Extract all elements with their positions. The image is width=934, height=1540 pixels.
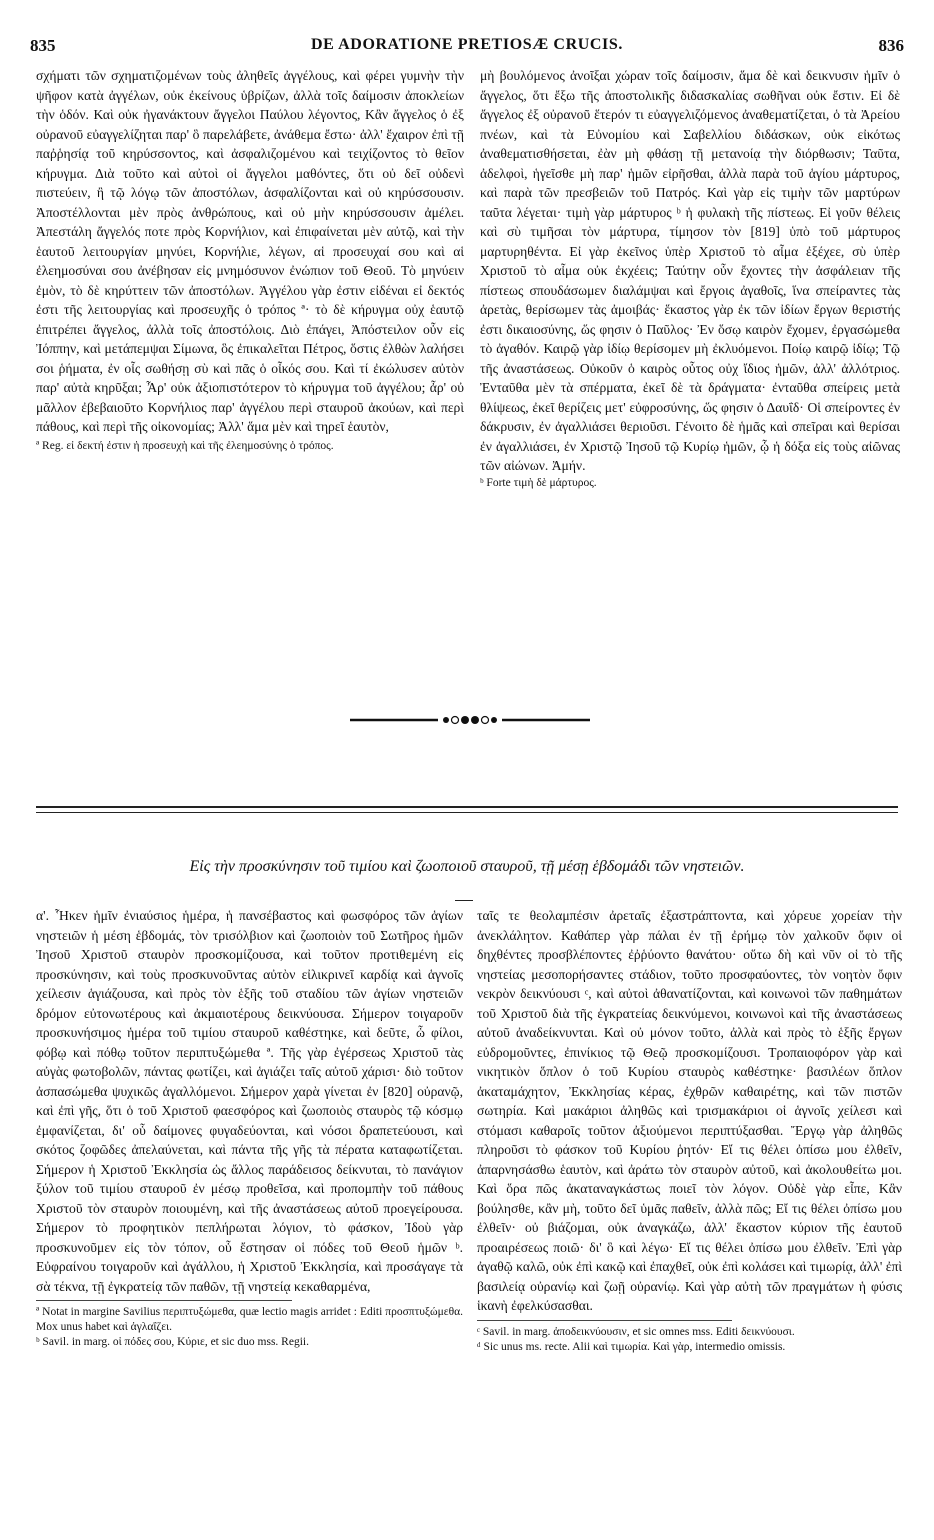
footnote-b-lower: ᵇ Savil. in marg. οἱ πόδες σου, Κύριε, et sic duo mss. Regii.: [36, 1336, 309, 1348]
homily-title: Εἰς τὴν προσκύνησιν τοῦ τιμίου καὶ ζωοποιοῦ σταυροῦ, τῇ μέσῃ ἑβδομάδι τῶν νηστειῶν.: [189, 858, 745, 875]
title-dash: [455, 900, 473, 901]
section-double-rule: [36, 806, 898, 813]
footnote-rule: [477, 1320, 732, 1321]
ornament-divider: [350, 713, 590, 727]
footnote-rule: [36, 1300, 292, 1301]
page-number-left: 835: [30, 36, 56, 55]
footnote-c-lower: ᶜ Savil. in marg. ἀποδεικνύουσιν, et sic omnes mss. Editi δεικνύουσι.: [477, 1325, 795, 1338]
upper-left-text: σχήματι τῶν σχηματιζομένων τοὺς ἀληθεῖς ἀγγέλους, καὶ φέρει γυμνὴν τὴν ψῆφον κατὰ ἀγγέλων, οὐκ ἐκείνους ὑβρίζων, ἀλλὰ τοῖς δαίμοσιν ἀποκλείων τὴν ὁδόν. Καὶ οὐκ ἠγανάκτουν ἄγγελοι Παύλου λέγοντος, Κἂν ἄγγελος ὁ ἐξ οὐρανοῦ εὐαγγελίζηται παρ' ὃ παρελάβετε, ἀνάθεμα ἔστω· ἀλλ' ἔχαιρον ἐπὶ τῇ παῤῥησίᾳ τοῦ κηρύσσοντος, καὶ ἀσφαλιζομένου καὶ τειχίζοντος τὸ θεῖον κήρυγμα. Διὰ τοῦτο καὶ αὐτοὶ οἱ ἄγγελοι μαθόντες, ὅτι οὐ δεῖ οὐδενὶ πιστεύειν, ἢ τῷ λόγῳ τῶν ἀποστόλων, ἀσφαλίζονται καὶ οὐ κηρύσσουσιν. Ἀποστέλλονται μὲν πρὸς ἀνθρώπους, καὶ οὐ μὴν κηρύσσουσιν ἀμέλει. Ἀπεστάλη ἄγγελός ποτε πρὸς Κορνήλιον, καὶ ἐπιφαίνεται μὲν αὐτῷ, καὶ τὴν ἑαυτοῦ λειτουργίαν μηνύει, Κορνήλιε, λέγων, αἱ προσευχαί σου καὶ αἱ ἐλεημοσύναι σου ἀνέβησαν εἰς μνημόσυνον ἐνώπιον τοῦ Θεοῦ. Τὸ μηνύειν ἐμὸν, τὸ δὲ κηρύττειν τῶν ἀποστόλων. Ἀγγέλου γὰρ ἐστιν εἰδέναι εἰ δεκτός ἐστι τῆς λειτουργίας καὶ προσευχῆς ὁ τρόπος ª· τὸ δὲ κήρυγμα οὐχ ἑαυτῷ ἐπιτρέπει ἄγγελος, ἀλλὰ τοῖς ἀποστόλοις. Διὸ ἐπάγει, Ἀπόστειλον οὖν εἰς Ἰόππην, καὶ μετάπεμψαι Σίμωνα, ὃς ἐπικαλεῖται Πέτρος, ὅστις ἐλθὼν λαλήσει σοι ῥήματα, ἐν οἷς σωθήσῃ σὺ καὶ πᾶς ὁ οἶκός σου. Καὶ τί ἐκώλυσεν αὐτὸν παρ' αὐτὰ κηρῦξαι; Ἆρ' οὐκ ἀξιοπιστότερον τὸ κήρυγμα τοῦ ἀγγέλου; ἆρ' οὐ μᾶλλον ἐβεβαιοῦτο Κορνήλιος παρ' ἀγγέλου περὶ σταυροῦ ἀκούων, καὶ περὶ πάθους, καὶ περὶ τῆς οἰκονομίας; Ἀλλ' ἅμα μὲν καὶ τηρεῖ ἑαυτὸν,: [36, 68, 464, 434]
lower-right-column: [477, 906, 902, 1355]
upper-right-text: μὴ βουλόμενος ἀνοῖξαι χώραν τοῖς δαίμοσιν, ἅμα δὲ καὶ δεικνυσιν ἡμῖν ὁ ἄγγελος, ὅτι ἔξω τῆς ἀποστολικῆς διδασκαλίας σωθῆναι οὐκ ἔστιν. Εἰ δὲ ἄγγελος ἐξ οὐρανοῦ ἕτερόν τι εὐαγγελιζόμενος ἀναθεματίζεται, ὁ τὰ Ἀρείου πνέων, καὶ τὰ Εὐνομίου καὶ Σαβελλίου διδάσκων, οὐκ εἰκότως ἀναθεματισθήσεται, ἐὰν μὴ φθάσῃ τῇ μετανοίᾳ τὴν διόρθωσιν; Ταῦτα, ἀδελφοὶ, ἡγεῖσθε μὴ παρ' ἡμῶν εἰρῆσθαι, ἀλλὰ παρὰ τοῦ ἁγίου μάρτυρος, καὶ παρὰ τῶν πρεσβειῶν τοῦ Πατρός. Καὶ γὰρ εἰς τιμὴν τῶν μαρτύρων ταῦτα λέγεται· τιμὴ γὰρ μάρτυρος ᵇ ἡ φυλακὴ τῆς πίστεως. Εἰ γοῦν θέλεις καὶ σὺ τιμῆσαι τὸν μάρτυρα, τίμησον τὸν [819] ὑπὸ τοῦ μάρτυρος μαρτυρηθέντα. Εἰ γὰρ ἐκεῖνος ὑπὲρ Χριστοῦ τὸ αἷμα ἐξέχεε, σὺ ὑπὲρ Χριστοῦ τὸ αἷμα οὐκ ἐκχέεις; Ταύτην οὖν ἔχοντες τὴν ἀσφάλειαν τῆς πίστεως σπουδάσωμεν διαλάμψαι καὶ ἔργοις ἀγαθοῖς, ἵνα σπείραντες τὰς ἀρετὰς, θερίσωμεν τὰς ἀμοιβάς· ἕκαστος γὰρ ἐκ τῶν ἰδίων ἔργων θεριστής ἐστι δικαιοσύνης, ὥς φησιν ὁ Παῦλος· Ἐν ὅσῳ καιρὸν ἔχομεν, ἐργασώμεθα τὸ ἀγαθόν. Καιρῷ γὰρ ἰδίῳ θερίσομεν μὴ ἐκλυόμενοι. Ποίῳ καιρῷ ἰδίῳ; Τῷ τῆς ἀναστάσεως. Οὐκοῦν ὁ καιρὸς οὗτος οὐχ ἴδιος ἡμῶν, ἀλλ' ἀλλότριος. Ἐνταῦθα μὲν τὰ σπέρματα, ἐκεῖ δὲ τὰ δράγματα· ἐνταῦθα σπείρεις μετὰ θλίψεως, ἐκεῖ θερίζεις μετ' εὐφροσύνης, ὥς φησιν ὁ Δαυΐδ· Οἱ σπείροντες ἐν δάκρυσιν, ἐν ἀγαλλιάσει θεριοῦσι. Γένοιτο δὲ ἡμᾶς καὶ σπεῖραι καὶ θερίσαι ἐν ἀγαλλιάσει, ἐν Χριστῷ Ἰησοῦ τῷ Κυρίῳ ἡμῶν, ᾧ ἡ δόξα εἰς τοὺς αἰῶνας τῶν αἰώνων. Ἀμήν.: [480, 68, 900, 473]
page-number-right: 836: [878, 36, 904, 55]
page-header: [30, 36, 904, 60]
lower-right-text: ταῖς τε θεολαμπέσιν ἀρεταῖς ἐξαστράπτοντα, καὶ χόρευε χορείαν τὴν ἀνεκλάλητον. Καθάπερ γὰρ πάλαι ἐν τῇ ἐρήμῳ τὸν χαλκοῦν ὄφιν οἱ δηχθέντες προσβλέποντες ἐῤῥύοντο θανάτου· οὕτω δὴ καὶ νῦν οἱ τὸ τῆς νηστείας μεσοπορήσαντες στάδιον, τοῦτο προσφαύοντες, τὸν νοητὸν ὄφιν νεκρὸν δεικνύουσι ᶜ, καὶ αὐτοὶ ἀθανατίζονται, καὶ κοινωνοὶ τῶν παθημάτων τοῦ Χριστοῦ διὰ τῆς ἐγκρατείας δεικνύμενοι, κοινωνοὶ καὶ τῆς ἀναστάσεως αὐτοῦ ἀναδείκνυνται. Καὶ οὐ μόνον τοῦτο, ἀλλὰ καὶ πρὸς τὸ ἑξῆς ἔργων εὐδρομοῦντες, ἐπινίκιος τῷ Θεῷ προσκομίζουσι. Τροπαιοφόρον γὰρ καὶ νικητικὸν ὅπλον ὁ τοῦ Κυρίου σταυρὸς καθέστηκε· βασιλέων ὅπλον ἀκαταμάχητον, Ἐκκλησίας κέρας, ἐχθρῶν καθαιρέτης, καὶ τῶν πιστῶν σωτηρία. Καὶ μακάριοι ἀληθῶς καὶ τρισμακάριοι οἱ ἁγνοῖς χείλεσι καὶ στόμασι καθαροῖς τοῦτον ἀξιούμενοι περιπτύξασθαι. Ἔργῳ γὰρ ἀληθῶς πληροῦσι τὸ φάσκον τοῦ Κυρίου ῥητόν· Εἴ τις θέλει ὀπίσω μου ἐλθεῖν, ἀπαρνησάσθω ἑαυτὸν, καὶ ἀράτω τὸν σταυρὸν αὐτοῦ, καὶ ἀκολουθείτω μοι. Καὶ ὅρα πῶς ἀκαταναγκάστως ποιεῖ τὸν λόγον. Οὐδὲ γὰρ εἶπε, Κἂν βούλησθε, κἂν μὴ, τοῦτο δεῖ ὑμᾶς παθεῖν, ἀλλὰ πῶς; Εἴ τις θέλει ὀπίσω μου ἐλθεῖν· οὐ βιάζομαι, οὐκ ἀναγκάζω, ἀλλ' ἕκαστον κύριον τῆς ἑαυτοῦ προαιρέσεως ποιῶ· δι' ὃ καὶ λέγω· Εἴ τις θέλει ὀπίσω μου ἐλθεῖν. Ἐπὶ γὰρ ἀγαθῷ καλῶ, οὐκ ἐπὶ κακῷ καὶ ἐπαχθεῖ, οὐκ ἐπὶ κολάσει καὶ τιμωρίᾳ, ἀλλ' ἐπὶ βασιλείᾳ οὐρανίῳ καὶ ζωῇ οὐρανίῳ. Καὶ γὰρ αὐτὴ τῶν πραγμάτων ἡ φύσις ἱκανὴ ἐφελκύσασθαι.: [477, 908, 902, 1313]
footnote-b-upper: ᵇ Forte τιμὴ δὲ μάρτυρος.: [480, 476, 597, 489]
footnote-d-lower: ᵈ Sic unus ms. recte. Alii καὶ τιμωρία. Καὶ γὰρ, intermedio omissis.: [477, 1340, 786, 1353]
running-title: DE ADORATIONE PRETIOSÆ CRUCIS.: [311, 36, 623, 53]
footnote-a-upper: ª Reg. εἰ δεκτή ἐστιν ἡ προσευχὴ καὶ τῆς ἐλεημοσύνης ὁ τρόπος.: [36, 439, 334, 452]
upper-right-column: [480, 66, 900, 491]
lower-left-column: [36, 906, 463, 1350]
lower-left-text: α'. Ἧκεν ἡμῖν ἐνιαύσιος ἡμέρα, ἡ πανσέβαστος καὶ φωσφόρος τῶν ἁγίων νηστειῶν ἡ μέση ἑβδομάς, τὸν τρισόλβιον καὶ ζωοποιὸν τοῦ Σωτῆρος ἡμῶν Ἰησοῦ Χριστοῦ σταυρὸν προσκομίζουσα, καὶ τοῦτον προτιθεμένη εἰς προσκύνησιν, καὶ τοὺς προσκυνοῦντας αὐτὸν εἰλικρινεῖ καρδίᾳ καὶ ἁγνοῖς χείλεσιν ἁγιάζουσα, καὶ πρὸς τὸν ἑξῆς τοῦ σταδίου τῶν ἁγίων νηστειῶν δρόμον εὐτονωτέρους καὶ ἀκμαιοτέρους δεικνύουσα. Σήμερον τοιγαροῦν προσκυνήσιμος ἡμέρα τοῦ τιμίου σταυροῦ καθέστηκε, καὶ δεῦτε, ὦ φίλοι, φόβῳ καὶ πόθῳ τοῦτον περιπτυξώμεθα ª. Τῆς γὰρ ἐγέρσεως Χριστοῦ τὰς αὐγὰς φωτοβολῶν, πάντας φωτίζει, καὶ ἁγιάζει ταῖς αὐτοῦ χάρισι· διὸ τοῦτον ἀσπασώμεθα ψυχικῶς ἀγαλλόμενοι. Σήμερον χαρὰ γίνεται ἐν [820] οὐρανῷ, καὶ ἐπὶ γῆς, ὅτι ὁ τοῦ Χριστοῦ φαεσφόρος καὶ ζωοποιὸς σταυρὸς τῷ κόσμῳ ἐμφανίζεται, δι' οὗ δαίμονες φυγαδεύονται, καὶ νόσοι δραπετεύουσι, καὶ σκότος ζοφῶδες ἀπελαύνεται, καὶ πάντα τῆς γῆς τὰ πέρατα καταφωτίζεται. Σήμερον ἡ Χριστοῦ Ἐκκλησία ὡς ἄλλος παράδεισος δείκνυται, τὸ πανάγιον ξύλον τοῦ τιμίου σταυροῦ ἐν μέσῳ προθεῖσα, καὶ προπομπὴν τοῦ πάθους Χριστοῦ τὸν σταυρὸν ποιουμένη, καὶ τῆς ἀναστάσεως αὐτοῦ προεγείρουσα. Σήμερον τὸ προφητικὸν πεπλήρωται λόγιον, τὸ φάσκον, Ἰδοὺ γὰρ προσκυνοῦμεν εἰς τὸν τόπον, οὗ ἔστησαν οἱ πόδες τοῦ Θεοῦ ἡμῶν ᵇ. Εὐφραίνου τοιγαροῦν καὶ ἀγάλλου, ἡ Χριστοῦ Ἐκκλησία, καὶ προσάγαγε τὰ σὰ τέκνα, τῇ ἐγκρατείᾳ τῶν παθῶν, τῇ νηστείᾳ κεκαθαρμένα,: [36, 908, 463, 1294]
footnote-a-lower: ª Notat in margine Savilius περιπτυξώμεθα, quæ lectio magis arridet : Editi προσπτυξώμεθα. Mox unus habet καὶ ἀγλαΐζει.: [36, 1306, 463, 1333]
upper-left-column: [36, 66, 464, 454]
